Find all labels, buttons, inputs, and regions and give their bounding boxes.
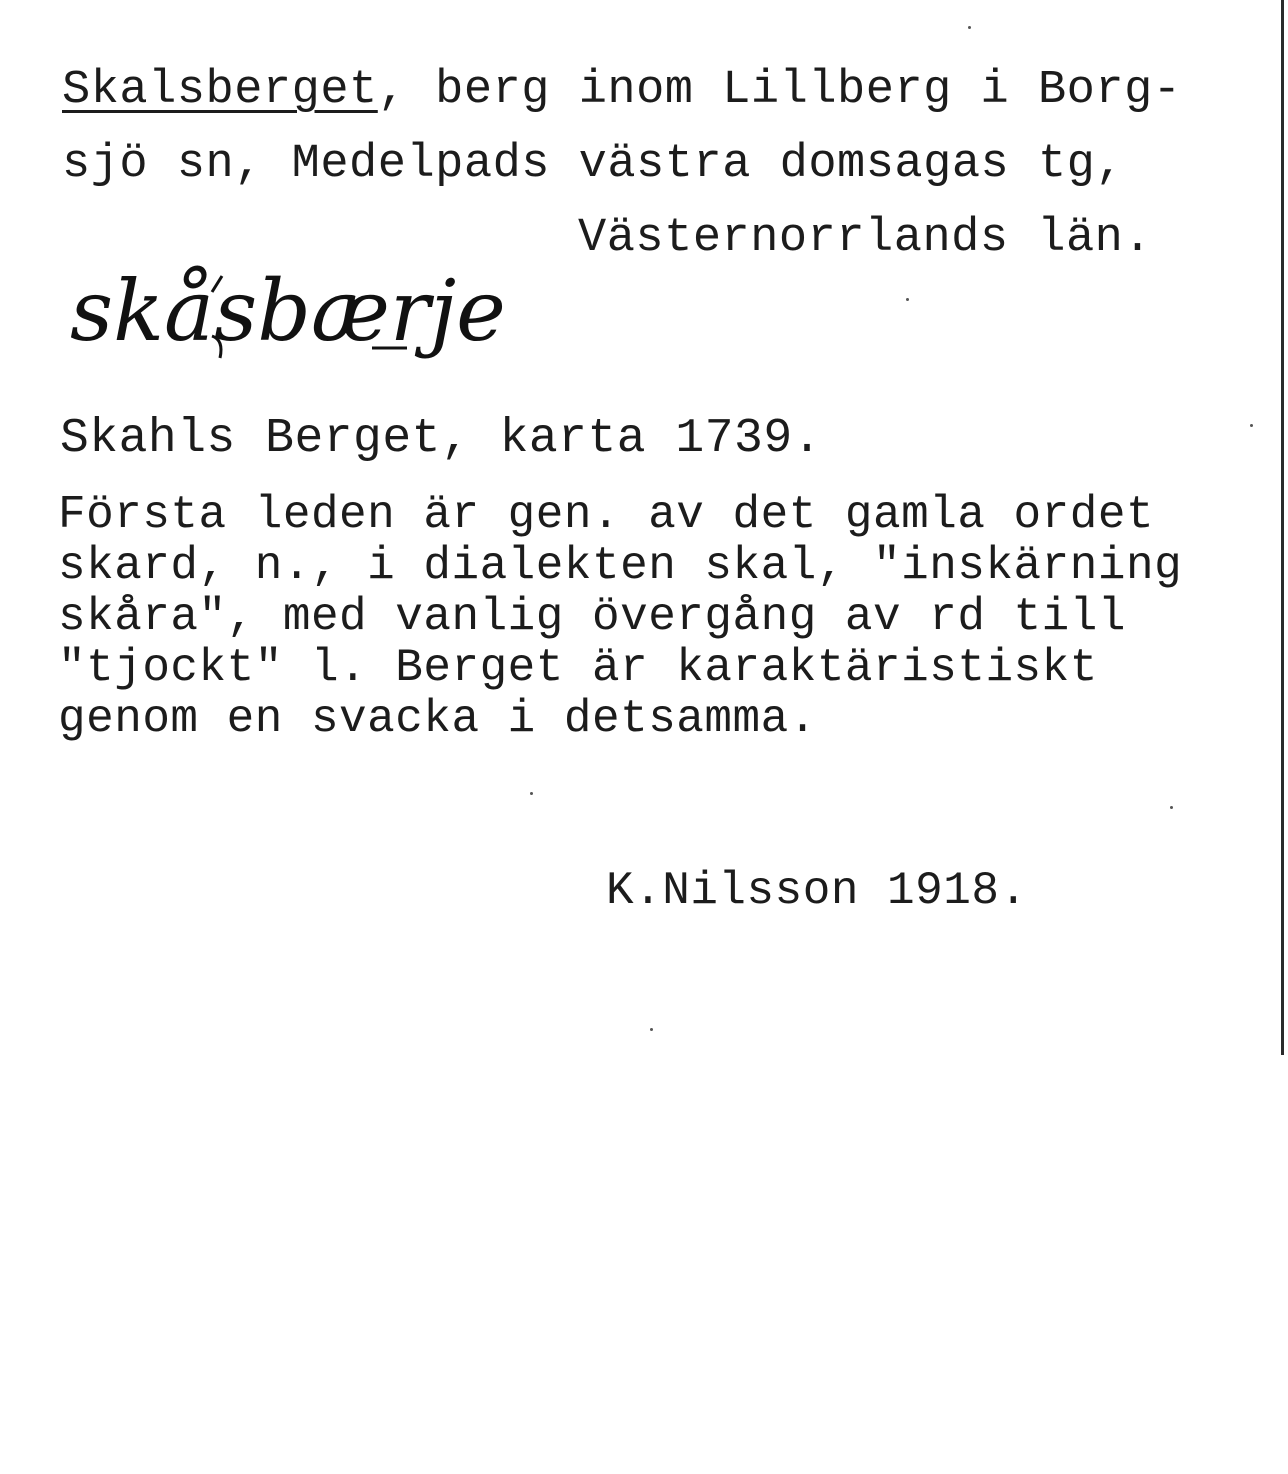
header-line-2: sjö sn, Medelpads västra domsagas tg, bbox=[62, 138, 1125, 191]
scan-speck bbox=[1250, 424, 1253, 427]
author-signature: K.Nilsson 1918. bbox=[606, 865, 1028, 917]
card-edge bbox=[1281, 0, 1284, 1055]
scan-speck bbox=[530, 792, 533, 795]
historical-form: Skahls Berget, karta 1739. bbox=[60, 412, 822, 466]
explanation-line: Första leden är gen. av det gamla ordet bbox=[58, 489, 1155, 541]
scan-speck bbox=[968, 26, 971, 29]
place-name-headword: Skalsberget bbox=[62, 64, 378, 117]
explanation-line: "tjockt" l. Berget är karaktäristiskt bbox=[58, 642, 1098, 694]
header-line-1 bbox=[62, 64, 1182, 118]
explanation-line: genom en svacka i detsamma. bbox=[58, 693, 817, 745]
header-line-1-rest: , berg inom Lillberg i Borg- bbox=[377, 64, 1182, 117]
scan-speck bbox=[650, 1028, 653, 1031]
explanation-line: skåra", med vanlig övergång av rd till bbox=[58, 591, 1126, 643]
handwritten-dialect-form bbox=[62, 240, 522, 390]
scan-speck bbox=[906, 298, 909, 301]
explanation-line: skard, n., i dialekten skal, "inskärning bbox=[58, 540, 1183, 592]
dialect-form-text: skåsbærje bbox=[70, 262, 506, 360]
header-line-3: Västernorrlands län. bbox=[578, 212, 1153, 265]
scan-speck bbox=[1170, 806, 1173, 809]
